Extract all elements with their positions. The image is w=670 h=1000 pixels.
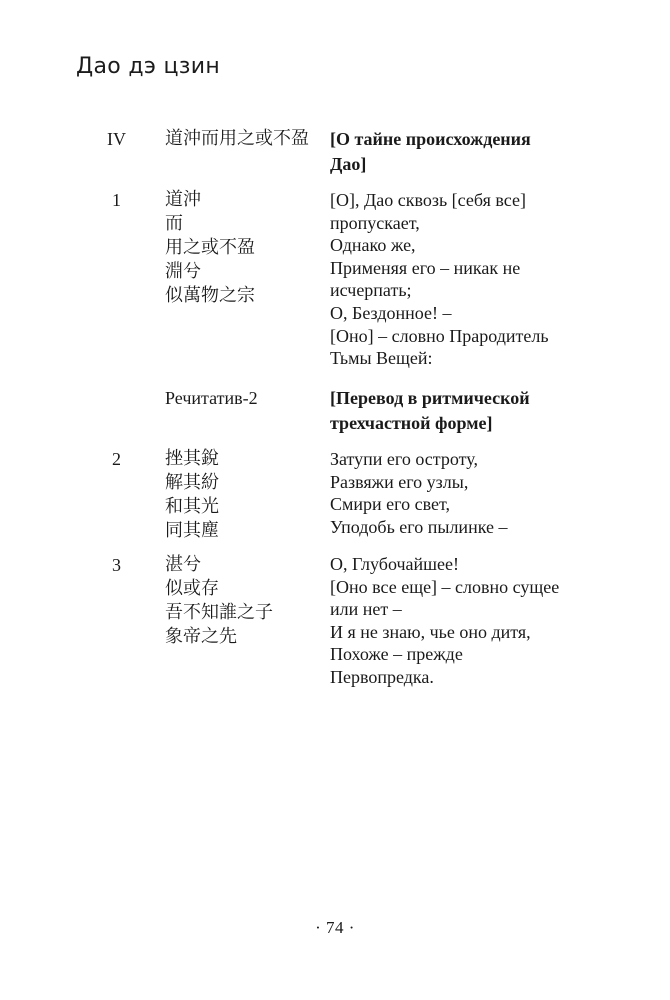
section-number: IV	[107, 129, 126, 149]
russian-line: О, Бездонное! –	[330, 302, 452, 323]
chinese-line: 湛兮	[165, 554, 201, 575]
recitative-label: Речитатив-2	[165, 388, 258, 408]
chinese-line: 和其光	[165, 496, 219, 517]
russian-line: [Оно] – словно Прародитель	[330, 325, 549, 346]
russian-line: Уподобь его пылинке –	[330, 516, 508, 537]
russian-line: Первопредка.	[330, 666, 434, 687]
russian-line: или нет –	[330, 599, 402, 620]
page-number: · 74 ·	[315, 918, 355, 937]
section-number: 1	[112, 190, 121, 210]
russian-text	[330, 189, 600, 370]
chinese-text	[165, 447, 325, 543]
russian-heading	[330, 127, 600, 177]
chinese-line: 吾不知誰之子	[165, 602, 273, 623]
chinese-line: 而	[165, 213, 183, 234]
russian-line: Развяжи его узлы,	[330, 471, 469, 492]
russian-line: пропускает,	[330, 212, 420, 233]
chinese-line: 用之或不盈	[165, 237, 255, 258]
chinese-line: 似萬物之宗	[165, 285, 255, 306]
section-number: 2	[112, 449, 121, 469]
russian-text	[330, 553, 600, 689]
chinese-line: 淵兮	[165, 261, 201, 282]
russian-line: исчерпать;	[330, 280, 412, 301]
russian-line: [О], Дао сквозь [себя все]	[330, 190, 526, 210]
russian-line: [Оно все еще] – словно сущее	[330, 576, 560, 597]
chinese-line: 似或存	[165, 578, 219, 599]
russian-text	[330, 448, 600, 538]
russian-line: трехчастной форме]	[330, 413, 493, 433]
russian-line: Применяя его – никак не	[330, 257, 521, 278]
russian-line: Тьмы Вещей:	[330, 348, 433, 369]
russian-line: О, Глубочайшее!	[330, 554, 459, 574]
russian-line: [Перевод в ритмической	[330, 388, 530, 408]
chinese-line: 挫其銳	[165, 448, 219, 469]
chinese-line: 同其塵	[165, 520, 219, 541]
chinese-text	[165, 188, 325, 308]
russian-line: [О тайне происхождения	[330, 129, 531, 149]
section-number: 3	[112, 555, 121, 575]
chinese-text	[165, 127, 325, 151]
chinese-line: 解其紛	[165, 472, 219, 493]
chinese-text	[165, 553, 325, 649]
russian-line: Смири его свет,	[330, 494, 450, 515]
chinese-line: 道沖	[165, 189, 201, 210]
chinese-line: 道沖而用之或不盈	[165, 128, 309, 149]
running-head: Дао дэ цзин	[76, 54, 221, 79]
russian-line: Однако же,	[330, 235, 416, 256]
russian-line: Похоже – прежде	[330, 644, 463, 665]
russian-line: Дао]	[330, 154, 367, 174]
russian-line: Затупи его остроту,	[330, 449, 478, 469]
russian-heading	[330, 386, 600, 436]
russian-line: И я не знаю, чье оно дитя,	[330, 621, 531, 642]
chinese-line: 象帝之先	[165, 626, 237, 647]
